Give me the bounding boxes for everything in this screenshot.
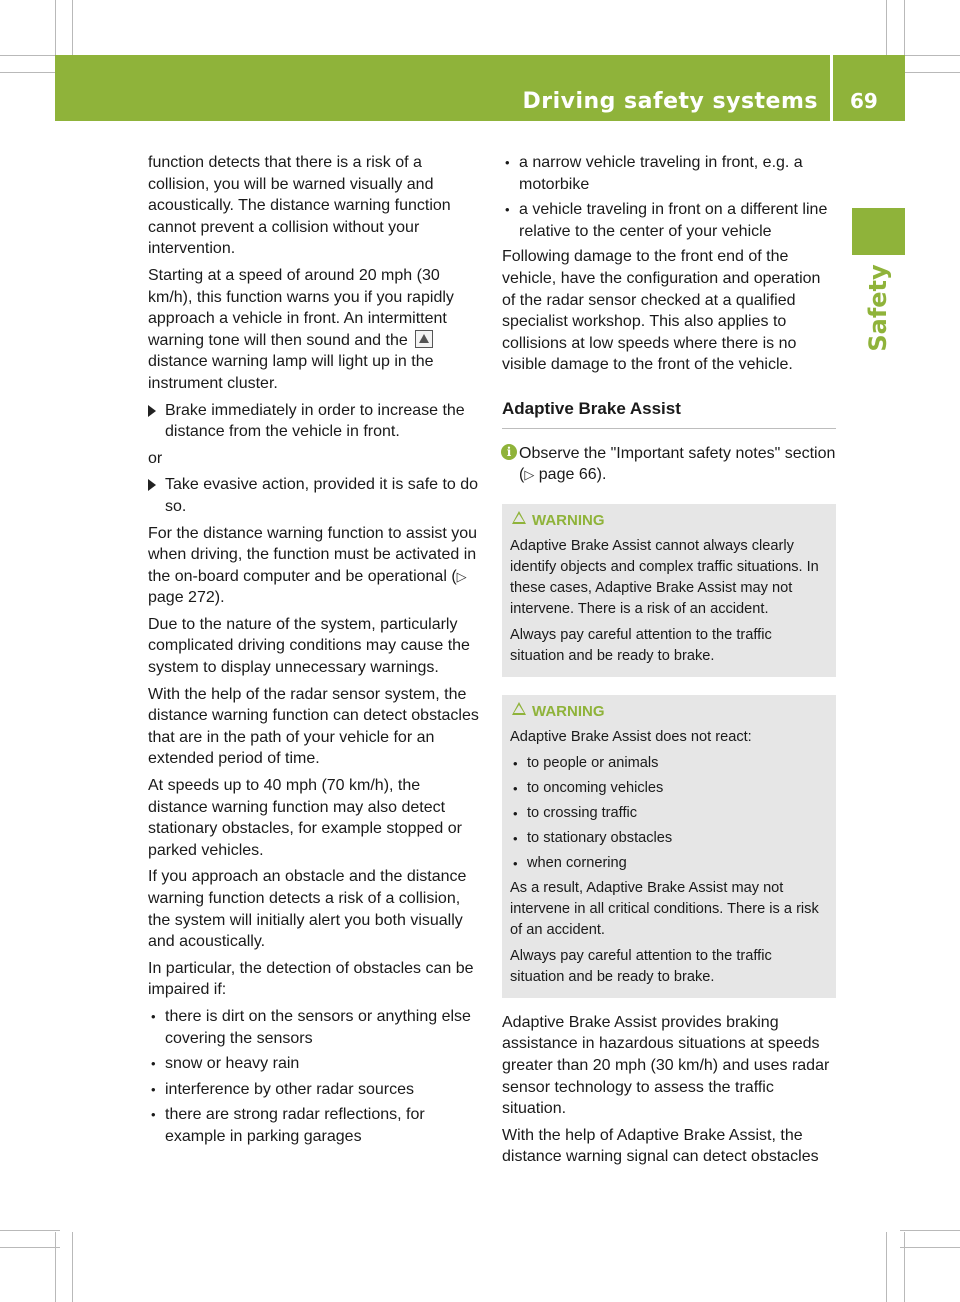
header-divider [830, 55, 833, 121]
crop-mark [0, 55, 60, 56]
paragraph: Starting at a speed of around 20 mph (30 km/h), this function warns you if you rapidly approach a vehicle in front. An intermittent warning tone will then sound and the distance warning lamp will light up in the instrument cluster. [148, 266, 454, 392]
list-item: • to oncoming vehicles [510, 778, 827, 799]
list-item: • a vehicle traveling in front on a different line relative to the center of your vehicle [502, 199, 836, 242]
step-arrow-icon [148, 405, 156, 417]
paragraph: At speeds up to 40 mph (70 km/h), the distance warning function may also detect stationary obstacles, for example stopped or parked vehicles. [148, 777, 462, 859]
list-item: • to people or animals [510, 753, 827, 774]
distance-warning-lamp-icon [415, 330, 433, 348]
crop-mark [0, 1230, 60, 1231]
crop-mark [900, 72, 960, 73]
page-reference-link[interactable]: page 272 [148, 589, 215, 607]
crop-mark [900, 1247, 960, 1248]
connector-text: or [148, 449, 163, 467]
crop-mark [900, 1230, 960, 1231]
list-item: • there are strong radar reflections, for example in parking garages [148, 1104, 483, 1147]
crop-mark [72, 0, 73, 60]
crop-mark [886, 1232, 887, 1302]
page-ref-arrow-icon: ▷ [524, 467, 535, 483]
step-arrow-icon [148, 479, 156, 491]
paragraph: function detects that there is a risk of a collision, you will be warned visually and acoustically. The distance warning function cannot prevent a collision without your intervention. [148, 154, 451, 258]
paragraph: If you approach an obstacle and the distance warning function detects a risk of a collision, the system will initially alert you both visually and acoustically. [148, 868, 467, 951]
action-step: Brake immediately in order to increase the distance from the vehicle in front. [148, 400, 483, 443]
crop-mark [886, 0, 887, 60]
side-tab [858, 264, 898, 352]
list-item: • a narrow vehicle traveling in front, e.g. a motorbike [502, 152, 836, 195]
warning-triangle-icon [512, 511, 526, 524]
info-note: i Observe the "Important safety notes" section (▷ page 66). [502, 443, 836, 486]
paragraph: With the help of Adaptive Brake Assist, the distance warning signal can detect obstacles [502, 1126, 819, 1166]
warning-text: Always pay careful attention to the traffic situation and be ready to brake. [510, 947, 772, 985]
page-reference-link[interactable]: page 66 [538, 466, 597, 484]
list-item: • when cornering [510, 853, 827, 874]
action-step: Take evasive action, provided it is safe to do so. [148, 474, 483, 517]
warning-text: Adaptive Brake Assist does not react: [510, 728, 752, 745]
warning-text: Always pay careful attention to the traffic situation and be ready to brake. [510, 626, 772, 664]
warning-title: WARNING [510, 510, 827, 531]
list-item: • snow or heavy rain [148, 1053, 483, 1075]
warning-text: Adaptive Brake Assist cannot always clearly identify objects and complex traffic situations. In these cases, Adaptive Brake Assist may not intervene. There is a risk of an accident. [510, 537, 819, 617]
paragraph: Following damage to the front end of the vehicle, have the configuration and operation of the radar sensor checked at a qualified specialist workshop. This also applies to collisions at low speeds where there is no visible damage to the front of the vehicle. [502, 248, 821, 374]
right-column [502, 152, 836, 1173]
list-item: • to crossing traffic [510, 803, 827, 824]
crop-mark [55, 0, 56, 60]
crop-mark [0, 72, 60, 73]
side-tab-marker [852, 208, 905, 255]
side-tab-label: Safety [864, 264, 892, 352]
left-column [148, 152, 483, 1152]
paragraph: With the help of the radar sensor system, the distance warning function can detect obstacles that are in the path of your vehicle for an extended period of time. [148, 685, 479, 768]
list-item: • to stationary obstacles [510, 828, 827, 849]
crop-mark [0, 1247, 60, 1248]
warning-text: As a result, Adaptive Brake Assist may not intervene in all critical conditions. There is a risk of an accident. [510, 879, 819, 938]
info-icon: i [501, 444, 517, 460]
crop-mark [904, 0, 905, 60]
paragraph: For the distance warning function to assist you when driving, the function must be activated in the on-board computer and be operational (▷ page 272). [148, 524, 478, 607]
crop-mark [72, 1232, 73, 1302]
list-item: • there is dirt on the sensors or anything else covering the sensors [148, 1006, 483, 1049]
crop-mark [904, 1232, 905, 1302]
warning-box [502, 504, 836, 677]
warning-title: WARNING [510, 701, 827, 722]
paragraph: Due to the nature of the system, particularly complicated driving conditions may cause the system to display unnecessary warnings. [148, 615, 470, 677]
crop-mark [900, 55, 960, 56]
section-title: Driving safety systems [522, 89, 818, 114]
warning-triangle-icon [512, 702, 526, 715]
section-heading: Adaptive Brake Assist [502, 398, 836, 429]
paragraph: In particular, the detection of obstacles can be impaired if: [148, 959, 474, 999]
paragraph: Adaptive Brake Assist provides braking assistance in hazardous situations at speeds greater than 20 mph (30 km/h) and uses radar sensor technology to assess the traffic situation. [502, 1013, 830, 1118]
list-item: • interference by other radar sources [148, 1079, 483, 1101]
page-ref-arrow-icon: ▷ [456, 568, 467, 584]
warning-box [502, 695, 836, 998]
page-number: 69 [850, 89, 878, 113]
crop-mark [55, 1232, 56, 1302]
